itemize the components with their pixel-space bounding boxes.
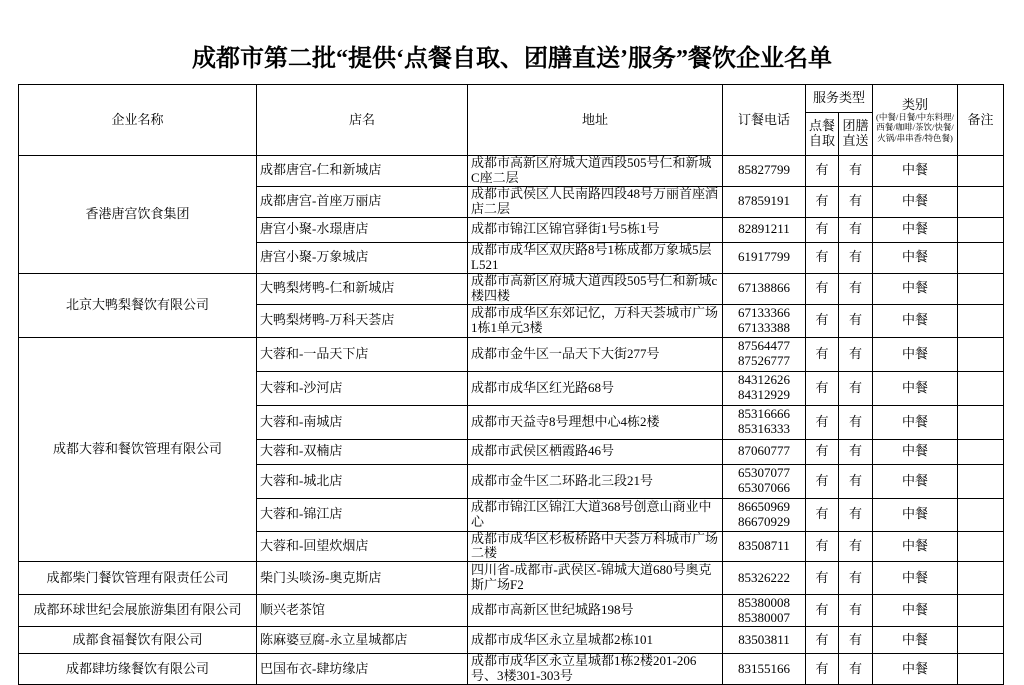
- address-cell: 成都市成华区东郊记忆，万科天荟城市广场1栋1单元3楼: [468, 304, 723, 337]
- pickup-cell: 有: [806, 654, 839, 685]
- phone-number: 87859191: [738, 193, 790, 209]
- pickup-cell: 有: [806, 464, 839, 498]
- category-cell: 中餐: [873, 337, 958, 371]
- pickup-cell: 有: [806, 627, 839, 654]
- header-category-title: 类别: [902, 96, 929, 112]
- table-body: [19, 156, 1004, 685]
- company-name-cell: 成都环球世纪会展旅游集团有限公司: [19, 595, 257, 627]
- header-service-type: 服务类型: [806, 85, 873, 113]
- phone-number: 67133388: [738, 319, 790, 335]
- phone-cell: [723, 654, 806, 685]
- phone-number: 85316333: [738, 421, 790, 436]
- phone-cell: [723, 371, 806, 405]
- phone-cell: [723, 242, 806, 273]
- phone-number: 86670929: [738, 513, 790, 529]
- pickup-cell: 有: [806, 217, 839, 242]
- address-cell: 成都市高新区世纪城路198号: [468, 595, 723, 627]
- delivery-cell: 有: [839, 627, 873, 654]
- store-name-cell: 大蓉和-城北店: [257, 464, 468, 498]
- store-name-cell: 顺兴老茶馆: [257, 595, 468, 627]
- phone-cell: [723, 156, 806, 187]
- phone-number: 83503811: [738, 631, 790, 647]
- phone-number: 85316666: [738, 406, 790, 422]
- phone-cell: [723, 405, 806, 439]
- pickup-cell: 有: [806, 186, 839, 217]
- address-cell: 成都市武侯区人民南路四段48号万丽首座酒店二层: [468, 186, 723, 217]
- phone-cell: [723, 304, 806, 337]
- category-cell: 中餐: [873, 531, 958, 562]
- store-name-cell: 陈麻婆豆腐-永立星城都店: [257, 627, 468, 654]
- store-name-cell: 大蓉和-一品天下店: [257, 337, 468, 371]
- note-cell: [958, 371, 1004, 405]
- table-row: [19, 595, 1004, 627]
- phone-number: 87564477: [738, 338, 790, 354]
- store-name-cell: 成都唐宫-仁和新城店: [257, 156, 468, 187]
- store-name-cell: 大鸭梨烤鸭-仁和新城店: [257, 273, 468, 304]
- note-cell: [958, 531, 1004, 562]
- address-cell: 成都市金牛区二环路北三段21号: [468, 464, 723, 498]
- phone-cell: [723, 439, 806, 464]
- table-row: [19, 156, 1004, 187]
- category-cell: 中餐: [873, 156, 958, 187]
- phone-cell: [723, 217, 806, 242]
- note-cell: [958, 273, 1004, 304]
- restaurant-list-table: [18, 84, 1004, 685]
- delivery-cell: 有: [839, 464, 873, 498]
- address-cell: 成都市天益寺8号理想中心4栋2楼: [468, 405, 723, 439]
- pickup-cell: 有: [806, 405, 839, 439]
- phone-cell: [723, 498, 806, 531]
- category-cell: 中餐: [873, 242, 958, 273]
- store-name-cell: 大蓉和-沙河店: [257, 371, 468, 405]
- phone-number: 85380008: [738, 594, 790, 610]
- address-cell: 成都市金牛区一品天下大街277号: [468, 337, 723, 371]
- delivery-cell: 有: [839, 405, 873, 439]
- store-name-cell: 大鸭梨烤鸭-万科天荟店: [257, 304, 468, 337]
- category-cell: 中餐: [873, 562, 958, 595]
- table-row: [19, 562, 1004, 595]
- note-cell: [958, 439, 1004, 464]
- table-row: [19, 627, 1004, 654]
- phone-cell: [723, 595, 806, 627]
- category-cell: 中餐: [873, 371, 958, 405]
- note-cell: [958, 595, 1004, 627]
- phone-cell: [723, 337, 806, 371]
- store-name-cell: 唐宫小聚-万象城店: [257, 242, 468, 273]
- note-cell: [958, 337, 1004, 371]
- pickup-cell: 有: [806, 156, 839, 187]
- address-cell: 四川省-成都市-武侯区-锦城大道680号奥克斯广场F2: [468, 562, 723, 595]
- address-cell: 成都市成华区红光路68号: [468, 371, 723, 405]
- pickup-cell: 有: [806, 242, 839, 273]
- delivery-cell: 有: [839, 273, 873, 304]
- note-cell: [958, 242, 1004, 273]
- store-name-cell: 大蓉和-锦江店: [257, 498, 468, 531]
- note-cell: [958, 156, 1004, 187]
- company-name-cell: 香港唐宫饮食集团: [19, 156, 257, 274]
- pickup-cell: 有: [806, 371, 839, 405]
- note-cell: [958, 217, 1004, 242]
- phone-cell: [723, 562, 806, 595]
- delivery-cell: 有: [839, 156, 873, 187]
- address-cell: 成都市锦江区锦官驿街1号5栋1号: [468, 217, 723, 242]
- phone-number: 83508711: [738, 537, 790, 553]
- pickup-cell: 有: [806, 337, 839, 371]
- delivery-cell: 有: [839, 439, 873, 464]
- pickup-cell: 有: [806, 562, 839, 595]
- category-cell: 中餐: [873, 654, 958, 685]
- store-name-cell: 大蓉和-南城店: [257, 405, 468, 439]
- address-cell: 成都市武侯区栖霞路46号: [468, 439, 723, 464]
- pickup-cell: 有: [806, 439, 839, 464]
- category-cell: 中餐: [873, 304, 958, 337]
- delivery-cell: 有: [839, 498, 873, 531]
- address-cell: 成都市锦江区锦江大道368号创意山商业中心: [468, 498, 723, 531]
- document-title: 成都市第二批“提供‘点餐自取、团膳直送’服务”餐饮企业名单: [192, 46, 832, 72]
- pickup-cell: 有: [806, 531, 839, 562]
- delivery-cell: 有: [839, 562, 873, 595]
- pickup-cell: 有: [806, 273, 839, 304]
- table-header: [19, 85, 1004, 156]
- phone-number: 84312626: [738, 372, 790, 388]
- store-name-cell: 大蓉和-回望炊烟店: [257, 531, 468, 562]
- pickup-cell: 有: [806, 595, 839, 627]
- header-store-name: 店名: [257, 85, 468, 156]
- phone-cell: [723, 273, 806, 304]
- category-cell: 中餐: [873, 273, 958, 304]
- phone-number: 84312929: [738, 387, 790, 402]
- address-cell: 成都市成华区双庆路8号1栋成都万象城5层L521: [468, 242, 723, 273]
- delivery-cell: 有: [839, 595, 873, 627]
- store-name-cell: 柴门头啖汤-奥克斯店: [257, 562, 468, 595]
- pickup-cell: 有: [806, 304, 839, 337]
- phone-number: 61917799: [738, 249, 790, 265]
- phone-cell: [723, 531, 806, 562]
- delivery-cell: 有: [839, 304, 873, 337]
- store-name-cell: 成都唐宫-首座万丽店: [257, 186, 468, 217]
- note-cell: [958, 627, 1004, 654]
- category-cell: 中餐: [873, 498, 958, 531]
- phone-number: 65307066: [738, 480, 790, 495]
- address-cell: 成都市成华区永立星城都1栋2楼201-206号、3楼301-303号: [468, 654, 723, 685]
- phone-number: 85380007: [738, 609, 790, 625]
- company-name-cell: 成都食福餐饮有限公司: [19, 627, 257, 654]
- note-cell: [958, 405, 1004, 439]
- phone-number: 85827799: [738, 162, 790, 178]
- phone-cell: [723, 464, 806, 498]
- pickup-cell: 有: [806, 498, 839, 531]
- phone-number: 85326222: [738, 569, 790, 585]
- address-cell: 成都市高新区府城大道西段505号仁和新城C座二层: [468, 156, 723, 187]
- store-name-cell: 大蓉和-双楠店: [257, 439, 468, 464]
- header-note: 备注: [958, 85, 1004, 156]
- store-name-cell: 唐宫小聚-水璟唐店: [257, 217, 468, 242]
- note-cell: [958, 654, 1004, 685]
- delivery-cell: 有: [839, 186, 873, 217]
- header-company-name: 企业名称: [19, 85, 257, 156]
- category-cell: 中餐: [873, 464, 958, 498]
- company-name-cell: 北京大鸭梨餐饮有限公司: [19, 273, 257, 337]
- delivery-cell: 有: [839, 531, 873, 562]
- header-phone: 订餐电话: [723, 85, 806, 156]
- phone-number: 83155166: [738, 660, 790, 676]
- company-name-cell: 成都大蓉和餐饮管理有限公司: [19, 337, 257, 562]
- address-cell: 成都市成华区杉板桥路中天荟万科城市广场二楼: [468, 531, 723, 562]
- delivery-cell: 有: [839, 242, 873, 273]
- header-address: 地址: [468, 85, 723, 156]
- phone-cell: [723, 186, 806, 217]
- note-cell: [958, 498, 1004, 531]
- phone-number: 67138866: [738, 280, 790, 296]
- note-cell: [958, 186, 1004, 217]
- phone-number: 87060777: [738, 443, 790, 459]
- store-name-cell: 巴国布衣-肆坊缘店: [257, 654, 468, 685]
- category-cell: 中餐: [873, 595, 958, 627]
- phone-number: 82891211: [738, 221, 790, 237]
- delivery-cell: 有: [839, 654, 873, 685]
- table-row: [19, 654, 1004, 685]
- company-name-cell: 成都肆坊缘餐饮有限公司: [19, 654, 257, 685]
- category-cell: 中餐: [873, 217, 958, 242]
- delivery-cell: 有: [839, 371, 873, 405]
- address-cell: 成都市成华区永立星城都2栋101: [468, 627, 723, 654]
- header-category-note: (中餐/日餐/中东料理/西餐/咖啡/茶饮/快餐/火锅/串串香/特色餐): [876, 111, 954, 143]
- header-row: [19, 85, 1004, 113]
- phone-number: 86650969: [738, 498, 790, 514]
- header-delivery: 团膳直送: [839, 113, 873, 156]
- table-row: [19, 337, 1004, 371]
- company-name-cell: 成都柴门餐饮管理有限责任公司: [19, 562, 257, 595]
- note-cell: [958, 464, 1004, 498]
- delivery-cell: 有: [839, 337, 873, 371]
- address-cell: 成都市高新区府城大道西段505号仁和新城c楼四楼: [468, 273, 723, 304]
- category-cell: 中餐: [873, 405, 958, 439]
- delivery-cell: 有: [839, 217, 873, 242]
- phone-number: 67133366: [738, 304, 790, 320]
- table-row: [19, 273, 1004, 304]
- header-pickup: 点餐自取: [806, 113, 839, 156]
- phone-number: 65307077: [738, 465, 790, 481]
- category-cell: 中餐: [873, 439, 958, 464]
- note-cell: [958, 304, 1004, 337]
- note-cell: [958, 562, 1004, 595]
- header-category: [873, 85, 958, 156]
- phone-number: 87526777: [738, 353, 790, 368]
- phone-cell: [723, 627, 806, 654]
- category-cell: 中餐: [873, 627, 958, 654]
- category-cell: 中餐: [873, 186, 958, 217]
